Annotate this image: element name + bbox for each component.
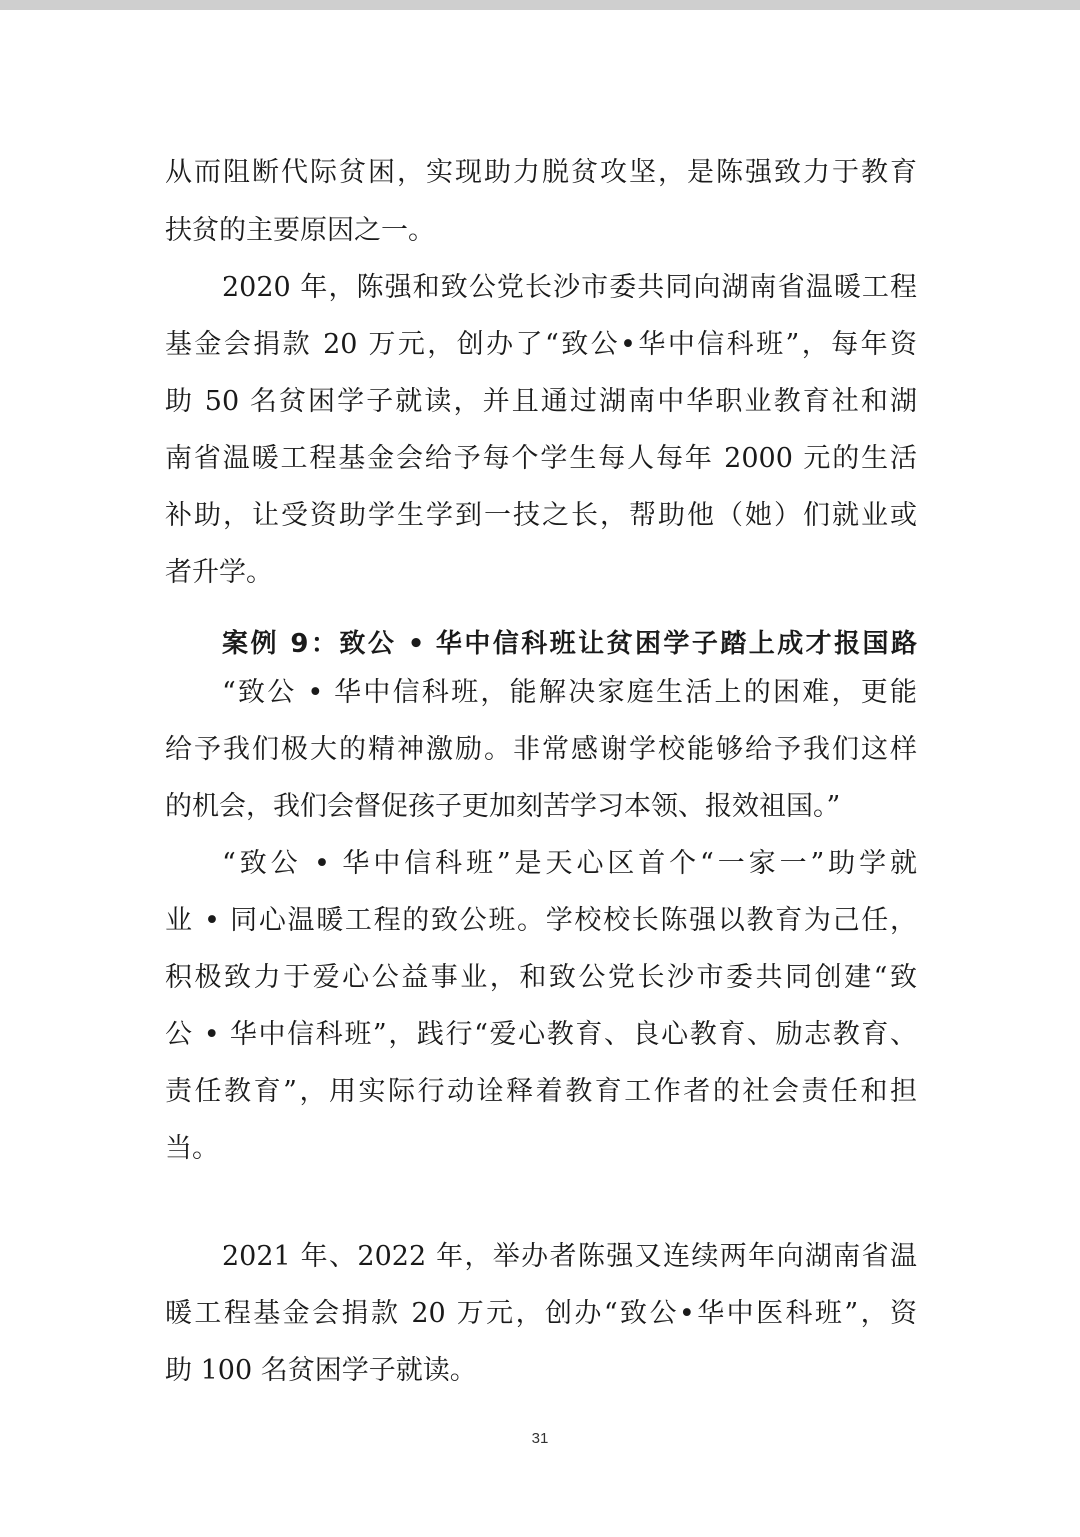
body-text-line: 给予我们极大的精神激励。非常感谢学校能够给予我们这样 (165, 734, 917, 765)
body-text-line: “致公 • 华中信科班”是天心区首个“一家一”助学就 (222, 848, 917, 879)
page-number: 31 (531, 1430, 549, 1447)
body-text-line: 2021 年、2022 年，举办者陈强又连续两年向湖南省温 (222, 1241, 917, 1272)
body-text-line: 积极致力于爱心公益事业，和致公党长沙市委共同创建“致 (165, 962, 917, 993)
body-text-line: 公 • 华中信科班”，践行“爱心教育、良心教育、励志教育、 (165, 1019, 917, 1050)
body-text-line: 当。 (165, 1133, 219, 1164)
body-text-line: 扶贫的主要原因之一。 (165, 215, 435, 246)
case-heading: 案例 9：致公 • 华中信科班让贫困学子踏上成才报国路 (222, 629, 917, 659)
page-top-border (0, 0, 1080, 10)
body-text-line: 者升学。 (165, 557, 273, 588)
body-text-line: “致公 • 华中信科班，能解决家庭生活上的困难，更能 (222, 677, 917, 708)
body-text-line: 的机会，我们会督促孩子更加刻苦学习本领、报效祖国。” (165, 791, 841, 822)
body-text-line: 从而阻断代际贫困，实现助力脱贫攻坚，是陈强致力于教育 (165, 157, 917, 188)
body-text-line: 2020 年，陈强和致公党长沙市委共同向湖南省温暖工程 (222, 272, 917, 303)
body-text-line: 业 • 同心温暖工程的致公班。学校校长陈强以教育为己任， (165, 905, 917, 936)
body-text-line: 暖工程基金会捐款 20 万元，创办“致公•华中医科班”，资 (165, 1298, 917, 1329)
body-text-line: 基金会捐款 20 万元，创办了“致公•华中信科班”，每年资 (165, 329, 917, 360)
body-text-line: 助 50 名贫困学子就读，并且通过湖南中华职业教育社和湖 (165, 386, 917, 417)
body-text-line: 补助，让受资助学生学到一技之长，帮助他（她）们就业或 (165, 500, 917, 531)
body-text-line: 南省温暖工程基金会给予每个学生每人每年 2000 元的生活 (165, 443, 917, 474)
body-text-line: 责任教育”，用实际行动诠释着教育工作者的社会责任和担 (165, 1076, 917, 1107)
body-text-line: 助 100 名贫困学子就读。 (165, 1355, 477, 1386)
